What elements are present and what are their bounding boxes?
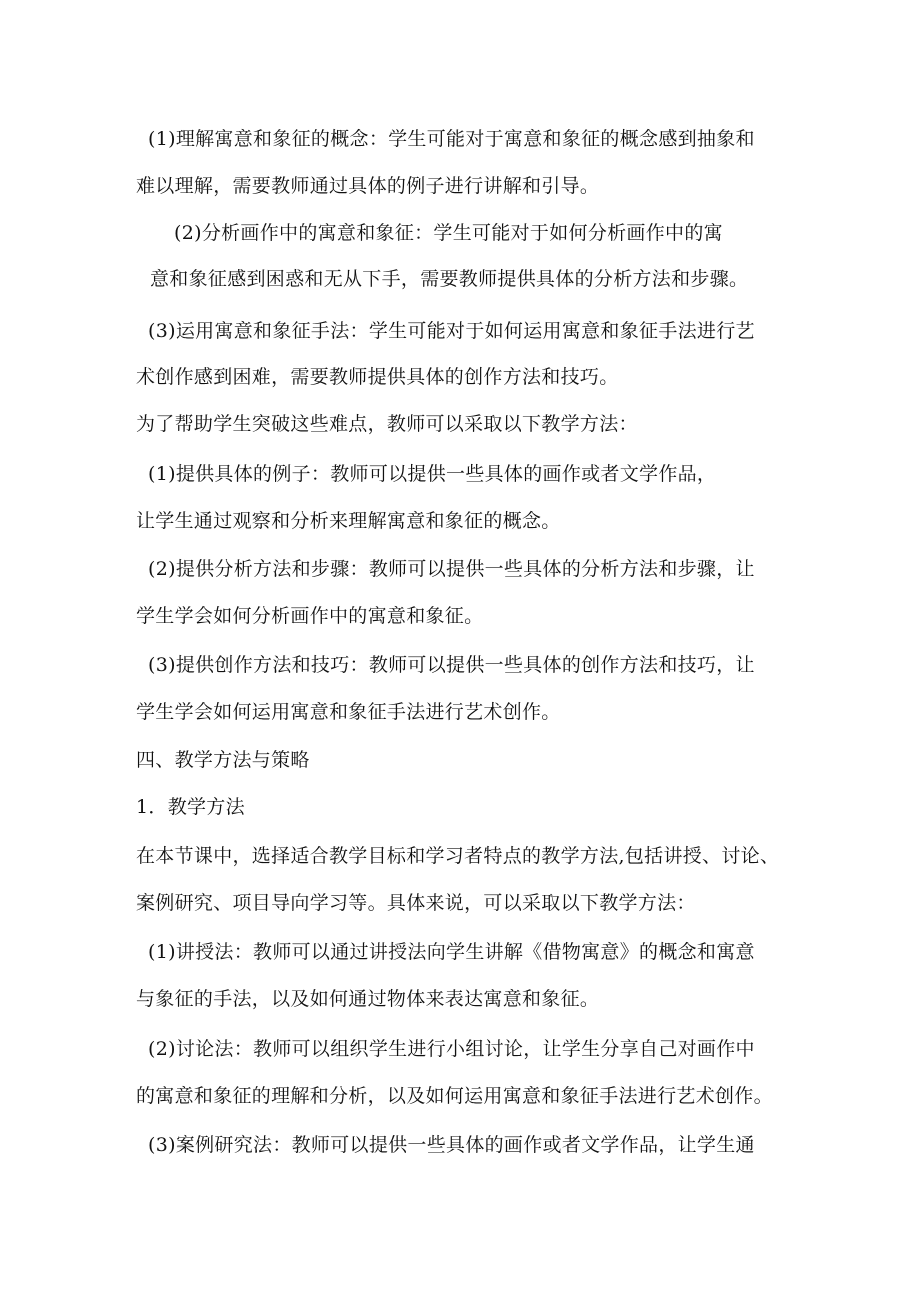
- text-line: (3)提供创作方法和技巧：教师可以提供一些具体的创作方法和技巧，让: [148, 654, 755, 676]
- text-line: (1)理解寓意和象征的概念：学生可能对于寓意和象征的概念感到抽象和: [148, 128, 755, 150]
- text-line: (3)运用寓意和象征手法：学生可能对于如何运用寓意和象征手法进行艺: [148, 320, 755, 342]
- text-line: 的寓意和象征的理解和分析，以及如何运用寓意和象征手法进行艺术创作。: [136, 1085, 773, 1107]
- text-line: (2)分析画作中的寓意和象征：学生可能对于如何分析画作中的寓: [174, 222, 723, 244]
- text-line: 与象征的手法，以及如何通过物体来表达寓意和象征。: [136, 988, 600, 1010]
- text-line: 意和象征感到困惑和无从下手，需要教师提供具体的分析方法和步骤。: [150, 268, 749, 290]
- text-line: 学生学会如何运用寓意和象征手法进行艺术创作。: [136, 701, 561, 723]
- text-line: (2)提供分析方法和步骤：教师可以提供一些具体的分析方法和步骤，让: [148, 558, 755, 580]
- text-line: 学生学会如何分析画作中的寓意和象征。: [136, 605, 484, 627]
- text-line: 让学生通过观察和分析来理解寓意和象征的概念。: [136, 510, 561, 532]
- text-line: (3)案例研究法：教师可以提供一些具体的画作或者文学作品，让学生通: [148, 1134, 755, 1156]
- subsection-heading: 1．教学方法: [136, 796, 245, 818]
- text-line: 案例研究、项目导向学习等。具体来说，可以采取以下教学方法：: [136, 892, 696, 914]
- text-line: 难以理解，需要教师通过具体的例子进行讲解和引导。: [136, 175, 600, 197]
- text-line: (2)讨论法：教师可以组织学生进行小组讨论，让学生分享自己对画作中: [148, 1038, 755, 1060]
- section-heading: 四、教学方法与策略: [136, 749, 310, 771]
- text-line: (1)讲授法：教师可以通过讲授法向学生讲解《借物寓意》的概念和寓意: [148, 941, 755, 963]
- text-line: 为了帮助学生突破这些难点，教师可以采取以下教学方法：: [136, 413, 638, 435]
- text-line: (1)提供具体的例子：教师可以提供一些具体的画作或者文学作品，: [148, 463, 717, 485]
- text-line: 在本节课中，选择适合教学目标和学习者特点的教学方法,包括讲授、讨论、: [136, 845, 780, 867]
- text-line: 术创作感到困难，需要教师提供具体的创作方法和技巧。: [136, 366, 619, 388]
